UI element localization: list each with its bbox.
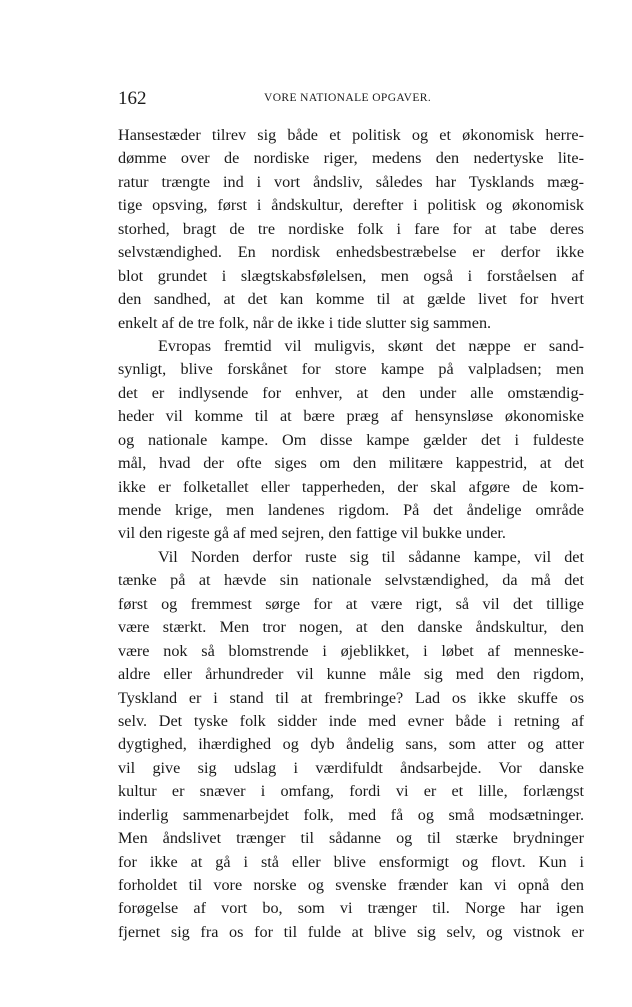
text-line: og nationale kampe. Om disse kampe gælder det i fuldeste bbox=[118, 430, 584, 449]
text-line: fjernet sig fra os for til fulde at blive sig selv, og vistnok er bbox=[118, 922, 584, 941]
page-number: 162 bbox=[118, 88, 147, 109]
text-line: storhed, bragt de tre nordiske folk i fare for at tabe deres bbox=[118, 219, 584, 238]
text-line: selvstændighed. En nordisk enhedsbestræbelse er derfor ikke bbox=[118, 243, 584, 262]
body-text bbox=[118, 124, 584, 944]
paragraph bbox=[118, 546, 584, 944]
text-line: forholdet til vore norske og svenske frænder kan vi opnå den bbox=[118, 876, 584, 894]
text-line: ikke er folketallet eller tapperheden, der skal afgøre de kom- bbox=[118, 477, 584, 496]
paragraph bbox=[118, 124, 584, 335]
running-head bbox=[118, 88, 584, 110]
text-line: synligt, blive forskånet for store kampe på valpladsen; men bbox=[118, 360, 584, 379]
text-line: være nok så blomstrende i øjeblikket, i løbet af menneske- bbox=[118, 641, 584, 660]
text-line: kultur er snæver i omfang, fordi vi er et lille, forlængst bbox=[118, 782, 584, 801]
text-line: den sandhed, at det kan komme til at gælde livet for hvert bbox=[118, 290, 584, 309]
text-line: heder vil komme til at bære præg af hensynsløse økonomiske bbox=[118, 407, 584, 426]
text-line: for ikke at gå i stå eller blive ensformigt og flovt. Kun i bbox=[118, 852, 584, 871]
text-line: Tyskland er i stand til at frembringe? Lad os ikke skuffe os bbox=[118, 688, 584, 707]
text-line: være stærkt. Men tror nogen, at den danske åndskultur, den bbox=[118, 618, 584, 637]
text-line: først og fremmest sørge for at være rigt, så vil det tillige bbox=[118, 594, 584, 613]
paragraph bbox=[118, 335, 584, 546]
text-line: vil den rigeste gå af med sejren, den fattige vil bukke under. bbox=[118, 524, 506, 543]
text-line: selv. Det tyske folk sidder inde med evner både i retning af bbox=[118, 711, 584, 730]
text-line: forøgelse af vort bo, som vi trænger til. Norge har igen bbox=[118, 899, 584, 918]
text-line: Men åndslivet trænger til sådanne og til stærke brydninger bbox=[118, 829, 584, 848]
text-line: tige opsving, først i åndskultur, derefter i politisk og økonomisk bbox=[118, 196, 584, 215]
text-line: ratur trængte ind i vort åndsliv, således har Tysklands mæg- bbox=[118, 172, 584, 191]
text-line: det er indlysende for enhver, at den under alle omstændig- bbox=[118, 383, 584, 402]
text-line: vil give sig udslag i værdifuldt åndsarbejde. Vor danske bbox=[118, 758, 584, 777]
text-line: inderlig sammenarbejdet folk, med få og små modsætninger. bbox=[118, 805, 584, 824]
text-line: mål, hvad der ofte siges om den militære kappestrid, at det bbox=[118, 454, 584, 473]
text-line: dømme over de nordiske riger, medens den nedertyske lite- bbox=[118, 149, 584, 168]
text-line: Hansestæder tilrev sig både et politisk og et økonomisk herre- bbox=[118, 126, 584, 144]
text-line: blot grundet i slægtskabsfølelsen, men også i forståelsen af bbox=[118, 266, 584, 285]
text-line: dygtighed, ihærdighed og dyb åndelig sans, som atter og atter bbox=[118, 735, 584, 754]
running-head-title: VORE NATIONALE OPGAVER. bbox=[264, 92, 432, 104]
text-line: enkelt af de tre folk, når de ikke i tide slutter sig sammen. bbox=[118, 313, 492, 332]
text-line: aldre eller århundreder vil kunne måle sig med den rigdom, bbox=[118, 665, 584, 684]
text-line: Evropas fremtid vil muligvis, skønt det næppe er sand- bbox=[158, 336, 584, 355]
text-line: mende krige, men landenes rigdom. På det åndelige område bbox=[118, 501, 584, 519]
text-line: tænke på at hævde sin nationale selvstændighed, da må det bbox=[118, 571, 584, 590]
text-line: Vil Norden derfor ruste sig til sådanne kampe, vil det bbox=[158, 547, 584, 566]
